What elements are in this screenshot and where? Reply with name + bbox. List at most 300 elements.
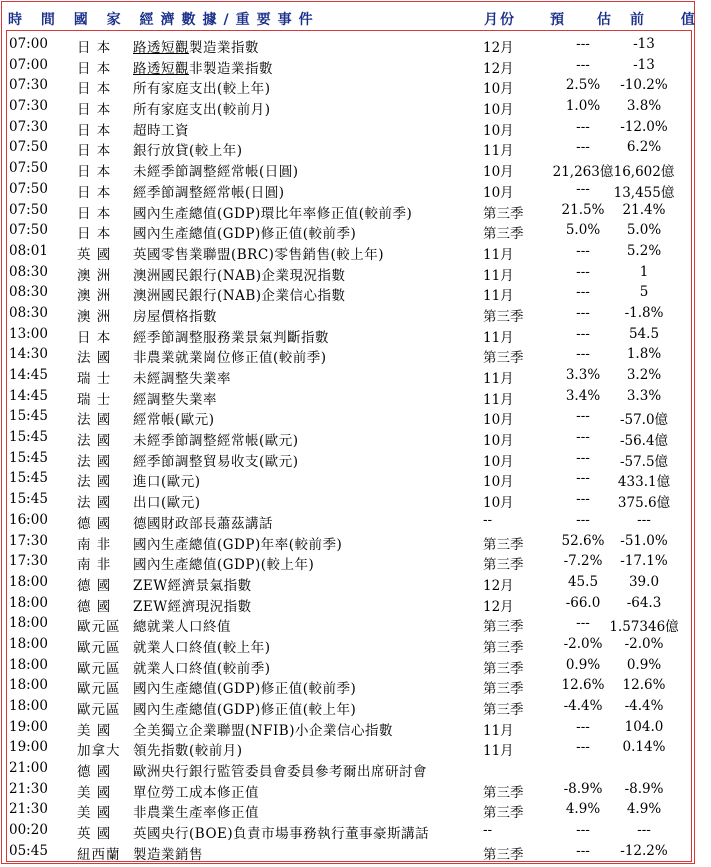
previous-cell: 104.0 bbox=[624, 718, 664, 735]
country-cell: 日 本 bbox=[77, 164, 112, 181]
table-row bbox=[7, 655, 693, 676]
time-cell: 08:01 bbox=[9, 242, 48, 259]
event-text: 德國財政部長蕭茲講話 bbox=[133, 515, 273, 532]
event-text: 未經季節調整經常帳(日圓) bbox=[133, 164, 299, 181]
event-cell bbox=[133, 202, 483, 222]
country-cell: 日 本 bbox=[77, 226, 112, 243]
event-cell bbox=[133, 181, 483, 201]
calendar-frame bbox=[1, 1, 711, 864]
time-cell: 17:30 bbox=[9, 553, 48, 570]
time-cell: 15:45 bbox=[9, 470, 48, 487]
forecast-cell: -66.0 bbox=[565, 594, 601, 611]
table-row bbox=[7, 613, 693, 634]
event-text: 經常帳(歐元) bbox=[133, 412, 215, 429]
country-cell: 法 國 bbox=[77, 474, 112, 491]
event-cell bbox=[133, 243, 483, 263]
event-cell bbox=[133, 512, 483, 532]
event-cell bbox=[133, 470, 483, 490]
forecast-cell: 45.5 bbox=[567, 573, 599, 590]
time-cell: 07:50 bbox=[9, 201, 48, 218]
event-text: 國內生產總值(GDP)修正值(較上年) bbox=[133, 702, 357, 718]
table-row bbox=[7, 55, 693, 76]
table-row bbox=[7, 282, 693, 303]
month-cell: 11月 bbox=[483, 329, 514, 346]
country-cell: 日 本 bbox=[77, 60, 112, 77]
country-cell: 澳 洲 bbox=[77, 308, 112, 325]
month-cell: 10月 bbox=[483, 122, 514, 139]
previous-cell: 12.6% bbox=[622, 677, 666, 694]
time-cell: 15:45 bbox=[9, 491, 48, 508]
forecast-cell: -4.4% bbox=[563, 698, 603, 714]
month-cell: 11月 bbox=[483, 722, 514, 739]
event-text: 單位勞工成本修正值 bbox=[133, 784, 259, 801]
month-cell: 第三季 bbox=[483, 784, 524, 801]
table-row bbox=[7, 468, 693, 489]
event-text: 非農業就業崗位修正值(較前季) bbox=[133, 350, 327, 367]
country-cell: 法 國 bbox=[77, 453, 112, 470]
event-text: 經季節調整服務業景氣判斷指數 bbox=[133, 329, 329, 346]
event-text: 進口(歐元) bbox=[133, 474, 201, 491]
forecast-cell: 4.9% bbox=[565, 801, 601, 818]
month-cell: 12月 bbox=[483, 40, 514, 56]
time-cell: 21:00 bbox=[9, 760, 48, 777]
forecast-cell: 3.3% bbox=[565, 367, 601, 383]
event-cell bbox=[133, 677, 483, 697]
forecast-cell: 1.0% bbox=[565, 98, 601, 115]
event-cell bbox=[133, 760, 483, 780]
event-text: 製造業銷售 bbox=[133, 846, 203, 863]
time-cell: 07:50 bbox=[9, 180, 48, 197]
event-text: 經調整失業率 bbox=[133, 391, 217, 408]
country-cell: 法 國 bbox=[77, 495, 112, 512]
time-cell: 07:00 bbox=[9, 56, 48, 73]
forecast-cell: 3.4% bbox=[565, 387, 601, 404]
event-text: 未經調整失業率 bbox=[133, 371, 231, 387]
forecast-cell: --- bbox=[576, 180, 590, 197]
time-cell: 07:30 bbox=[9, 98, 48, 115]
event-cell bbox=[133, 450, 483, 470]
event-cell bbox=[133, 533, 483, 553]
event-text: 澳洲國民銀行(NAB)企業現況指數 bbox=[133, 267, 346, 284]
event-text: 出口(歐元) bbox=[133, 495, 201, 512]
event-cell bbox=[133, 553, 483, 573]
time-cell: 16:00 bbox=[9, 511, 48, 528]
month-cell: 第三季 bbox=[483, 619, 524, 636]
event-cell bbox=[133, 636, 483, 656]
time-cell: 07:30 bbox=[9, 118, 48, 135]
previous-cell: 16,602億 bbox=[613, 164, 675, 181]
header-previous: 前 值 bbox=[630, 12, 711, 28]
table-row bbox=[7, 117, 693, 138]
event-text: 就業人口終值(較上年) bbox=[133, 639, 271, 656]
forecast-cell: 21.5% bbox=[561, 201, 605, 218]
month-cell: 第三季 bbox=[483, 660, 524, 677]
time-cell: 18:00 bbox=[9, 635, 48, 652]
event-text: 國內生產總值(GDP)(較上年) bbox=[133, 557, 315, 574]
time-cell: 21:30 bbox=[9, 780, 48, 797]
country-cell: 法 國 bbox=[77, 412, 112, 429]
month-cell: 11月 bbox=[483, 143, 514, 160]
country-cell: 歐元區 bbox=[77, 681, 121, 698]
time-cell: 14:45 bbox=[9, 387, 48, 404]
country-cell: 法 國 bbox=[77, 433, 112, 450]
table-row bbox=[7, 34, 693, 55]
previous-cell: -64.3 bbox=[626, 594, 662, 611]
event-cell bbox=[133, 429, 483, 449]
forecast-cell: --- bbox=[576, 470, 590, 487]
country-cell: 日 本 bbox=[77, 122, 112, 139]
forecast-cell: --- bbox=[576, 263, 590, 280]
country-cell: 日 本 bbox=[77, 329, 112, 346]
event-cell bbox=[133, 698, 483, 718]
event-text: 英國零售業聯盟(BRC)零售銷售(較上年) bbox=[133, 246, 384, 263]
event-cell bbox=[133, 326, 483, 346]
event-cell bbox=[133, 491, 483, 511]
month-cell: 第三季 bbox=[483, 846, 524, 863]
country-cell: 日 本 bbox=[77, 40, 112, 56]
country-cell: 歐元區 bbox=[77, 639, 121, 656]
table-row bbox=[7, 241, 693, 262]
event-cell bbox=[133, 77, 483, 97]
previous-cell: -2.0% bbox=[624, 635, 664, 652]
previous-cell: 6.2% bbox=[626, 139, 662, 156]
time-cell: 08:30 bbox=[9, 304, 48, 321]
previous-cell: -8.9% bbox=[624, 780, 664, 797]
event-text: 銀行放貸(較上年) bbox=[133, 143, 243, 160]
country-cell: 南 非 bbox=[77, 536, 112, 553]
event-cell bbox=[133, 574, 483, 594]
country-cell: 德 國 bbox=[77, 577, 112, 594]
time-cell: 08:30 bbox=[9, 263, 48, 280]
table-row bbox=[7, 179, 693, 200]
country-cell: 德 國 bbox=[77, 764, 112, 781]
forecast-cell: -7.2% bbox=[563, 553, 603, 570]
previous-cell: 1.8% bbox=[626, 346, 662, 363]
table-row bbox=[7, 158, 693, 179]
event-text: 澳洲國民銀行(NAB)企業信心指數 bbox=[133, 288, 346, 305]
time-cell: 19:00 bbox=[9, 739, 48, 756]
table-row bbox=[7, 779, 693, 800]
previous-cell: 375.6億 bbox=[617, 495, 671, 512]
time-cell: 14:45 bbox=[9, 367, 48, 383]
event-cell bbox=[133, 822, 483, 842]
table-row bbox=[7, 758, 693, 779]
forecast-cell: --- bbox=[576, 511, 590, 528]
previous-cell: -10.2% bbox=[620, 77, 668, 94]
previous-cell: 0.9% bbox=[626, 656, 662, 673]
event-cell bbox=[133, 781, 483, 801]
previous-cell: -13 bbox=[633, 56, 655, 73]
table-row bbox=[7, 841, 693, 862]
forecast-cell: --- bbox=[576, 36, 590, 52]
event-cell bbox=[133, 264, 483, 284]
event-text: 超時工資 bbox=[133, 122, 189, 139]
country-cell: 美 國 bbox=[77, 722, 112, 739]
table-row bbox=[7, 820, 693, 841]
previous-cell: -13 bbox=[633, 36, 655, 52]
table-body bbox=[7, 34, 693, 862]
previous-cell: -57.5億 bbox=[619, 453, 669, 470]
previous-cell: 5.2% bbox=[626, 242, 662, 259]
month-cell: 12月 bbox=[483, 598, 514, 615]
country-cell: 英 國 bbox=[77, 246, 112, 263]
time-cell: 18:00 bbox=[9, 677, 48, 694]
event-cell bbox=[133, 801, 483, 821]
table-row bbox=[7, 675, 693, 696]
time-cell: 07:50 bbox=[9, 139, 48, 156]
forecast-cell: -8.9% bbox=[563, 780, 603, 797]
table-row bbox=[7, 737, 693, 758]
country-cell: 紐西蘭 bbox=[77, 846, 121, 863]
time-cell: 13:00 bbox=[9, 325, 48, 342]
time-cell: 07:30 bbox=[9, 77, 48, 94]
event-cell bbox=[133, 57, 483, 77]
event-text: 所有家庭支出(較前月) bbox=[133, 102, 271, 119]
month-cell: 12月 bbox=[483, 577, 514, 594]
forecast-cell: --- bbox=[576, 718, 590, 735]
event-cell bbox=[133, 222, 483, 242]
country-cell: 美 國 bbox=[77, 805, 112, 822]
country-cell: 加拿大 bbox=[77, 743, 121, 760]
forecast-cell: --- bbox=[576, 56, 590, 73]
country-cell: 日 本 bbox=[77, 81, 112, 98]
month-cell: 10月 bbox=[483, 453, 514, 470]
previous-cell: 54.5 bbox=[628, 325, 660, 342]
table-row bbox=[7, 448, 693, 469]
forecast-cell: 2.5% bbox=[565, 77, 601, 94]
event-text: 製造業指數 bbox=[189, 40, 259, 56]
event-text: 經季節調整經常帳(日圓) bbox=[133, 184, 285, 201]
event-text: 經季節調整貿易收支(歐元) bbox=[133, 453, 299, 470]
time-cell: 00:20 bbox=[9, 822, 48, 839]
event-text: 國內生產總值(GDP)修正值(較前季) bbox=[133, 681, 357, 698]
forecast-cell: --- bbox=[576, 325, 590, 342]
month-cell: 11月 bbox=[483, 371, 514, 387]
month-cell: 11月 bbox=[483, 288, 514, 305]
month-cell: 第三季 bbox=[483, 639, 524, 656]
month-cell: 第三季 bbox=[483, 681, 524, 698]
event-cell bbox=[133, 595, 483, 615]
previous-cell: 21.4% bbox=[622, 201, 666, 218]
previous-cell: 39.0 bbox=[628, 573, 660, 590]
table-row bbox=[7, 489, 693, 510]
table-header bbox=[2, 2, 711, 32]
previous-cell: 3.2% bbox=[626, 367, 662, 383]
country-cell: 日 本 bbox=[77, 102, 112, 119]
calendar-table bbox=[6, 30, 692, 862]
forecast-cell: --- bbox=[576, 739, 590, 756]
previous-cell: -57.0億 bbox=[619, 412, 669, 429]
forecast-cell: 0.9% bbox=[565, 656, 601, 673]
previous-cell: 3.3% bbox=[626, 387, 662, 404]
previous-cell: 5 bbox=[639, 284, 649, 301]
country-cell: 南 非 bbox=[77, 557, 112, 574]
time-cell: 07:50 bbox=[9, 160, 48, 177]
month-cell: 10月 bbox=[483, 474, 514, 491]
event-cell bbox=[133, 139, 483, 159]
table-row bbox=[7, 344, 693, 365]
country-cell: 瑞 士 bbox=[77, 391, 112, 408]
month-cell: 第三季 bbox=[483, 308, 524, 325]
event-text: 未經季節調整經常帳(歐元) bbox=[133, 433, 299, 450]
event-text: ZEW經濟現況指數 bbox=[133, 598, 252, 615]
time-cell: 15:45 bbox=[9, 449, 48, 466]
header-forecast: 預 估 bbox=[550, 12, 625, 28]
month-cell: 第三季 bbox=[483, 557, 524, 574]
event-cell bbox=[133, 119, 483, 139]
month-cell: 10月 bbox=[483, 495, 514, 512]
country-cell: 歐元區 bbox=[77, 702, 121, 718]
previous-cell: 5.0% bbox=[626, 222, 662, 239]
previous-cell: 1 bbox=[639, 263, 649, 280]
forecast-cell: --- bbox=[576, 242, 590, 259]
forecast-cell: --- bbox=[576, 304, 590, 321]
month-cell: 第三季 bbox=[483, 205, 524, 222]
event-cell bbox=[133, 284, 483, 304]
month-cell: 10月 bbox=[483, 81, 514, 98]
event-text: 國內生產總值(GDP)修正值(較前季) bbox=[133, 226, 357, 243]
country-cell: 日 本 bbox=[77, 143, 112, 160]
event-text: 非農業生產率修正值 bbox=[133, 805, 259, 822]
month-cell: 10月 bbox=[483, 433, 514, 450]
country-cell: 澳 洲 bbox=[77, 288, 112, 305]
event-text: 英國央行(BOE)負責市場事務執行董事豪斯講話 bbox=[133, 826, 430, 843]
table-row bbox=[7, 799, 693, 820]
forecast-cell: --- bbox=[576, 284, 590, 301]
event-text: 所有家庭支出(較上年) bbox=[133, 81, 271, 98]
month-cell: 11月 bbox=[483, 391, 514, 408]
table-row bbox=[7, 427, 693, 448]
event-cell bbox=[133, 305, 483, 325]
time-cell: 07:00 bbox=[9, 36, 48, 52]
table-row bbox=[7, 634, 693, 655]
forecast-cell: --- bbox=[576, 346, 590, 363]
event-cell bbox=[133, 615, 483, 635]
previous-cell: 3.8% bbox=[626, 98, 662, 115]
table-row bbox=[7, 531, 693, 552]
table-row bbox=[7, 303, 693, 324]
event-cell bbox=[133, 36, 483, 56]
forecast-cell: -2.0% bbox=[563, 635, 603, 652]
previous-cell: --- bbox=[637, 822, 651, 839]
table-row bbox=[7, 510, 693, 531]
event-cell bbox=[133, 98, 483, 118]
time-cell: 15:45 bbox=[9, 408, 48, 425]
event-cell bbox=[133, 160, 483, 180]
forecast-cell: --- bbox=[576, 615, 590, 632]
previous-cell: 433.1億 bbox=[617, 474, 671, 491]
forecast-cell: --- bbox=[576, 429, 590, 446]
table-row bbox=[7, 717, 693, 738]
forecast-cell: --- bbox=[576, 842, 590, 859]
header-title: 時 間 國 家 經濟數據/重要事件 bbox=[8, 12, 320, 28]
event-cell bbox=[133, 408, 483, 428]
table-row bbox=[7, 572, 693, 593]
previous-cell: 0.14% bbox=[622, 739, 666, 756]
month-cell: -- bbox=[483, 822, 493, 839]
table-row bbox=[7, 386, 693, 407]
event-cell bbox=[133, 739, 483, 759]
month-cell: 10月 bbox=[483, 184, 514, 201]
event-cell bbox=[133, 346, 483, 366]
time-cell: 08:30 bbox=[9, 284, 48, 301]
time-cell: 07:50 bbox=[9, 222, 48, 239]
table-row bbox=[7, 406, 693, 427]
previous-cell: 1.57346億 bbox=[609, 619, 679, 636]
event-link[interactable]: 路透短觀 bbox=[133, 40, 189, 56]
event-text: 領先指數(較前月) bbox=[133, 743, 243, 760]
event-text: 歐洲央行銀行監管委員會委員參考爾出席研討會 bbox=[133, 764, 427, 781]
previous-cell: -12.2% bbox=[620, 842, 668, 859]
country-cell: 德 國 bbox=[77, 598, 112, 615]
time-cell: 18:00 bbox=[9, 698, 48, 714]
country-cell: 歐元區 bbox=[77, 619, 121, 636]
month-cell: 10月 bbox=[483, 412, 514, 429]
table-row bbox=[7, 593, 693, 614]
country-cell: 英 國 bbox=[77, 826, 112, 843]
previous-cell: -17.1% bbox=[620, 553, 668, 570]
time-cell: 15:45 bbox=[9, 429, 48, 446]
event-text: 國內生產總值(GDP)環比年率修正值(較前季) bbox=[133, 205, 413, 222]
event-text: 非製造業指數 bbox=[189, 60, 273, 77]
month-cell: 11月 bbox=[483, 743, 514, 760]
event-text: 房屋價格指數 bbox=[133, 308, 217, 325]
table-row bbox=[7, 137, 693, 158]
event-cell bbox=[133, 388, 483, 408]
event-link[interactable]: 路透短觀 bbox=[133, 60, 189, 77]
previous-cell: -51.0% bbox=[620, 532, 668, 549]
previous-cell: -56.4億 bbox=[619, 433, 669, 450]
event-cell bbox=[133, 657, 483, 677]
month-cell: 第三季 bbox=[483, 702, 524, 718]
previous-cell: -12.0% bbox=[620, 118, 668, 135]
forecast-cell: --- bbox=[576, 408, 590, 425]
table-row bbox=[7, 365, 693, 386]
table-row bbox=[7, 324, 693, 345]
time-cell: 18:00 bbox=[9, 573, 48, 590]
month-cell: 11月 bbox=[483, 267, 514, 284]
event-text: 國內生產總值(GDP)年率(較前季) bbox=[133, 536, 343, 553]
forecast-cell: --- bbox=[576, 491, 590, 508]
previous-cell: -1.8% bbox=[624, 304, 664, 321]
country-cell: 法 國 bbox=[77, 350, 112, 367]
month-cell: 12月 bbox=[483, 60, 514, 77]
month-cell: 10月 bbox=[483, 164, 514, 181]
country-cell: 美 國 bbox=[77, 784, 112, 801]
event-text: 總就業人口終值 bbox=[133, 619, 231, 636]
table-row bbox=[7, 200, 693, 221]
month-cell: -- bbox=[483, 511, 493, 528]
time-cell: 05:45 bbox=[9, 842, 48, 859]
previous-cell: 13,455億 bbox=[613, 184, 675, 201]
country-cell: 日 本 bbox=[77, 184, 112, 201]
forecast-cell: 5.0% bbox=[565, 222, 601, 239]
time-cell: 21:30 bbox=[9, 801, 48, 818]
forecast-cell: 12.6% bbox=[561, 677, 605, 694]
previous-cell: 4.9% bbox=[626, 801, 662, 818]
forecast-cell: --- bbox=[576, 449, 590, 466]
month-cell: 第三季 bbox=[483, 226, 524, 243]
event-text: 全美獨立企業聯盟(NFIB)小企業信心指數 bbox=[133, 722, 393, 739]
country-cell: 日 本 bbox=[77, 205, 112, 222]
country-cell: 澳 洲 bbox=[77, 267, 112, 284]
time-cell: 18:00 bbox=[9, 615, 48, 632]
table-row bbox=[7, 551, 693, 572]
time-cell: 18:00 bbox=[9, 594, 48, 611]
event-text: 就業人口終值(較前季) bbox=[133, 660, 271, 677]
month-cell: 第三季 bbox=[483, 805, 524, 822]
table-row bbox=[7, 75, 693, 96]
